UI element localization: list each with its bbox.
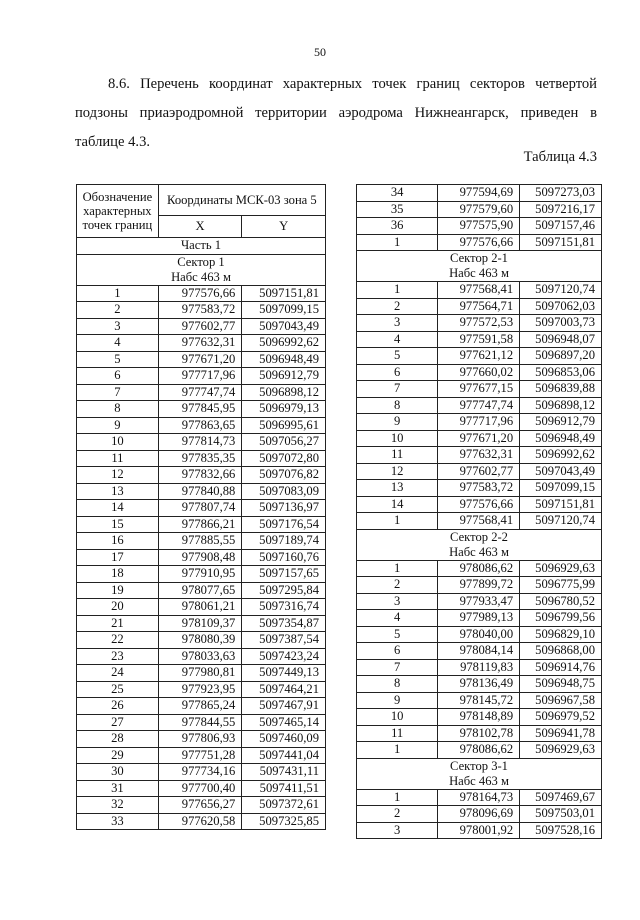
y-coordinate: 5097176,54 bbox=[242, 516, 326, 533]
table-row bbox=[357, 789, 602, 806]
x-coordinate: 977933,47 bbox=[438, 593, 520, 610]
x-coordinate: 977576,66 bbox=[438, 234, 520, 251]
table-row bbox=[77, 368, 326, 385]
point-number: 2 bbox=[357, 806, 438, 823]
table-row bbox=[77, 302, 326, 319]
x-coordinate: 978001,92 bbox=[438, 822, 520, 839]
x-coordinate: 978061,21 bbox=[158, 599, 242, 616]
x-coordinate: 978136,49 bbox=[438, 676, 520, 693]
y-coordinate: 5097003,73 bbox=[520, 315, 602, 332]
table-row bbox=[357, 298, 602, 315]
y-coordinate: 5096914,76 bbox=[520, 659, 602, 676]
y-coordinate: 5097273,03 bbox=[520, 185, 602, 202]
table-row bbox=[77, 450, 326, 467]
point-number: 4 bbox=[357, 610, 438, 627]
table-row bbox=[77, 335, 326, 352]
intro-paragraph bbox=[75, 70, 597, 157]
x-coordinate: 977620,58 bbox=[158, 813, 242, 830]
table-row bbox=[77, 813, 326, 830]
table-row bbox=[77, 533, 326, 550]
y-coordinate: 5096829,10 bbox=[520, 626, 602, 643]
y-coordinate: 5097460,09 bbox=[242, 731, 326, 748]
table-row bbox=[77, 401, 326, 418]
y-coordinate: 5097387,54 bbox=[242, 632, 326, 649]
y-coordinate: 5097157,46 bbox=[520, 218, 602, 235]
x-coordinate: 977575,90 bbox=[438, 218, 520, 235]
y-coordinate: 5097216,17 bbox=[520, 201, 602, 218]
y-coordinate: 5097160,76 bbox=[242, 549, 326, 566]
point-number: 7 bbox=[77, 384, 159, 401]
y-coordinate: 5096853,06 bbox=[520, 364, 602, 381]
point-number: 1 bbox=[357, 513, 438, 530]
y-coordinate: 5096799,56 bbox=[520, 610, 602, 627]
x-coordinate: 977564,71 bbox=[438, 298, 520, 315]
table-row bbox=[77, 698, 326, 715]
sector-row bbox=[357, 251, 602, 282]
x-coordinate: 977602,77 bbox=[438, 463, 520, 480]
table-caption: Таблица 4.3 bbox=[523, 149, 597, 165]
point-number: 14 bbox=[77, 500, 159, 517]
point-number: 22 bbox=[77, 632, 159, 649]
sector-label: Сектор 3-1 Набс 463 м bbox=[357, 758, 602, 789]
x-coordinate: 977885,55 bbox=[158, 533, 242, 550]
table-row bbox=[77, 747, 326, 764]
table-row bbox=[77, 615, 326, 632]
y-coordinate: 5096948,75 bbox=[520, 676, 602, 693]
x-coordinate: 978086,62 bbox=[438, 560, 520, 577]
table-row bbox=[357, 397, 602, 414]
table-row bbox=[357, 725, 602, 742]
y-coordinate: 5096995,61 bbox=[242, 417, 326, 434]
table-row bbox=[357, 364, 602, 381]
y-coordinate: 5097099,15 bbox=[242, 302, 326, 319]
point-number: 5 bbox=[77, 351, 159, 368]
x-coordinate: 977568,41 bbox=[438, 282, 520, 299]
x-coordinate: 977734,16 bbox=[158, 764, 242, 781]
table-row bbox=[77, 434, 326, 451]
table-row bbox=[357, 282, 602, 299]
table-row bbox=[77, 632, 326, 649]
x-coordinate: 978119,83 bbox=[438, 659, 520, 676]
table-row bbox=[357, 676, 602, 693]
point-number: 3 bbox=[77, 318, 159, 335]
table-row bbox=[357, 659, 602, 676]
y-coordinate: 5096912,79 bbox=[520, 414, 602, 431]
x-coordinate: 977840,88 bbox=[158, 483, 242, 500]
y-coordinate: 5097043,49 bbox=[242, 318, 326, 335]
x-coordinate: 977717,96 bbox=[438, 414, 520, 431]
sector-label: Сектор 2-2 Набс 463 м bbox=[357, 529, 602, 560]
x-coordinate: 977865,24 bbox=[158, 698, 242, 715]
point-number: 9 bbox=[77, 417, 159, 434]
table-row bbox=[357, 447, 602, 464]
point-number: 30 bbox=[77, 764, 159, 781]
y-coordinate: 5096897,20 bbox=[520, 348, 602, 365]
x-coordinate: 977700,40 bbox=[158, 780, 242, 797]
point-number: 4 bbox=[357, 331, 438, 348]
x-coordinate: 977579,60 bbox=[438, 201, 520, 218]
coordinates-table-right bbox=[356, 184, 602, 839]
table-row bbox=[77, 549, 326, 566]
point-number: 1 bbox=[77, 285, 159, 302]
x-coordinate: 977591,58 bbox=[438, 331, 520, 348]
y-coordinate: 5097316,74 bbox=[242, 599, 326, 616]
point-number: 34 bbox=[357, 185, 438, 202]
table-row bbox=[77, 780, 326, 797]
x-coordinate: 977814,73 bbox=[158, 434, 242, 451]
point-number: 32 bbox=[77, 797, 159, 814]
y-coordinate: 5097528,16 bbox=[520, 822, 602, 839]
x-coordinate: 978164,73 bbox=[438, 789, 520, 806]
point-number: 3 bbox=[357, 315, 438, 332]
y-coordinate: 5097431,11 bbox=[242, 764, 326, 781]
y-coordinate: 5097136,97 bbox=[242, 500, 326, 517]
point-number: 21 bbox=[77, 615, 159, 632]
y-coordinate: 5097062,03 bbox=[520, 298, 602, 315]
y-coordinate: 5097423,24 bbox=[242, 648, 326, 665]
point-number: 9 bbox=[357, 414, 438, 431]
x-coordinate: 977632,31 bbox=[438, 447, 520, 464]
point-number: 12 bbox=[77, 467, 159, 484]
table-row bbox=[77, 797, 326, 814]
point-number: 2 bbox=[357, 298, 438, 315]
point-number: 31 bbox=[77, 780, 159, 797]
point-number: 10 bbox=[357, 430, 438, 447]
y-coordinate: 5097469,67 bbox=[520, 789, 602, 806]
x-coordinate: 977677,15 bbox=[438, 381, 520, 398]
y-coordinate: 5096912,79 bbox=[242, 368, 326, 385]
x-coordinate: 977602,77 bbox=[158, 318, 242, 335]
x-coordinate: 977844,55 bbox=[158, 714, 242, 731]
x-coordinate: 977660,02 bbox=[438, 364, 520, 381]
y-coordinate: 5096780,52 bbox=[520, 593, 602, 610]
table-row bbox=[357, 315, 602, 332]
point-number: 25 bbox=[77, 681, 159, 698]
point-number: 15 bbox=[77, 516, 159, 533]
point-number: 19 bbox=[77, 582, 159, 599]
x-coordinate: 978096,69 bbox=[438, 806, 520, 823]
y-coordinate: 5097467,91 bbox=[242, 698, 326, 715]
x-coordinate: 978084,14 bbox=[438, 643, 520, 660]
point-number: 3 bbox=[357, 593, 438, 610]
table-row bbox=[77, 582, 326, 599]
y-coordinate: 5097354,87 bbox=[242, 615, 326, 632]
x-coordinate: 978077,65 bbox=[158, 582, 242, 599]
table-row bbox=[77, 681, 326, 698]
point-number: 10 bbox=[77, 434, 159, 451]
y-coordinate: 5096948,49 bbox=[242, 351, 326, 368]
table-row bbox=[357, 742, 602, 759]
point-number: 11 bbox=[357, 725, 438, 742]
x-coordinate: 977807,74 bbox=[158, 500, 242, 517]
x-coordinate: 977989,13 bbox=[438, 610, 520, 627]
y-coordinate: 5097151,81 bbox=[520, 496, 602, 513]
x-coordinate: 977899,72 bbox=[438, 577, 520, 594]
point-number: 10 bbox=[357, 709, 438, 726]
y-coordinate: 5096839,88 bbox=[520, 381, 602, 398]
y-coordinate: 5096929,63 bbox=[520, 742, 602, 759]
y-coordinate: 5097151,81 bbox=[242, 285, 326, 302]
y-coordinate: 5097120,74 bbox=[520, 282, 602, 299]
point-number: 23 bbox=[77, 648, 159, 665]
y-coordinate: 5096868,00 bbox=[520, 643, 602, 660]
x-coordinate: 978086,62 bbox=[438, 742, 520, 759]
x-coordinate: 977717,96 bbox=[158, 368, 242, 385]
table-row bbox=[357, 593, 602, 610]
point-number: 9 bbox=[357, 692, 438, 709]
x-coordinate: 977832,66 bbox=[158, 467, 242, 484]
point-number: 1 bbox=[357, 789, 438, 806]
x-coordinate: 977671,20 bbox=[438, 430, 520, 447]
table-row bbox=[77, 648, 326, 665]
x-coordinate: 977594,69 bbox=[438, 185, 520, 202]
y-coordinate: 5097120,74 bbox=[520, 513, 602, 530]
table-row bbox=[357, 577, 602, 594]
point-number: 4 bbox=[77, 335, 159, 352]
point-number: 3 bbox=[357, 822, 438, 839]
y-coordinate: 5096898,12 bbox=[520, 397, 602, 414]
table-row bbox=[357, 185, 602, 202]
table-row bbox=[77, 599, 326, 616]
table-row bbox=[357, 692, 602, 709]
x-coordinate: 978148,89 bbox=[438, 709, 520, 726]
x-coordinate: 977572,53 bbox=[438, 315, 520, 332]
point-number: 20 bbox=[77, 599, 159, 616]
sector-label: Сектор 2-1 Набс 463 м bbox=[357, 251, 602, 282]
point-number: 36 bbox=[357, 218, 438, 235]
x-coordinate: 978040,00 bbox=[438, 626, 520, 643]
header-y: Y bbox=[242, 216, 326, 238]
point-number: 27 bbox=[77, 714, 159, 731]
table-row bbox=[77, 483, 326, 500]
y-coordinate: 5097099,15 bbox=[520, 480, 602, 497]
x-coordinate: 978102,78 bbox=[438, 725, 520, 742]
x-coordinate: 977751,28 bbox=[158, 747, 242, 764]
point-number: 12 bbox=[357, 463, 438, 480]
table-row bbox=[77, 665, 326, 682]
point-number: 11 bbox=[357, 447, 438, 464]
y-coordinate: 5097295,84 bbox=[242, 582, 326, 599]
y-coordinate: 5097072,80 bbox=[242, 450, 326, 467]
x-coordinate: 977845,95 bbox=[158, 401, 242, 418]
x-coordinate: 977576,66 bbox=[158, 285, 242, 302]
x-coordinate: 977621,12 bbox=[438, 348, 520, 365]
point-number: 2 bbox=[77, 302, 159, 319]
x-coordinate: 977980,81 bbox=[158, 665, 242, 682]
point-number: 14 bbox=[357, 496, 438, 513]
point-number: 2 bbox=[357, 577, 438, 594]
y-coordinate: 5096979,52 bbox=[520, 709, 602, 726]
table-row bbox=[357, 414, 602, 431]
y-coordinate: 5096941,78 bbox=[520, 725, 602, 742]
y-coordinate: 5097076,82 bbox=[242, 467, 326, 484]
x-coordinate: 977863,65 bbox=[158, 417, 242, 434]
y-coordinate: 5096992,62 bbox=[242, 335, 326, 352]
point-number: 1 bbox=[357, 282, 438, 299]
header-x: X bbox=[158, 216, 242, 238]
x-coordinate: 977910,95 bbox=[158, 566, 242, 583]
y-coordinate: 5097157,65 bbox=[242, 566, 326, 583]
point-number: 6 bbox=[357, 364, 438, 381]
table-row bbox=[357, 560, 602, 577]
table-row bbox=[357, 348, 602, 365]
x-coordinate: 977923,95 bbox=[158, 681, 242, 698]
header-coordinates: Координаты МСК-03 зона 5 bbox=[158, 185, 325, 216]
point-number: 35 bbox=[357, 201, 438, 218]
table-row bbox=[357, 463, 602, 480]
table-row bbox=[357, 822, 602, 839]
table-row bbox=[357, 201, 602, 218]
point-number: 16 bbox=[77, 533, 159, 550]
table-row bbox=[357, 806, 602, 823]
coordinates-table-left bbox=[76, 184, 326, 830]
point-number: 1 bbox=[357, 234, 438, 251]
x-coordinate: 977583,72 bbox=[438, 480, 520, 497]
sector-label: Сектор 1 Набс 463 м bbox=[77, 254, 326, 285]
point-number: 5 bbox=[357, 348, 438, 365]
x-coordinate: 977866,21 bbox=[158, 516, 242, 533]
y-coordinate: 5097083,09 bbox=[242, 483, 326, 500]
x-coordinate: 977806,93 bbox=[158, 731, 242, 748]
table-row bbox=[357, 480, 602, 497]
table-row bbox=[77, 384, 326, 401]
point-number: 8 bbox=[357, 397, 438, 414]
y-coordinate: 5096992,62 bbox=[520, 447, 602, 464]
x-coordinate: 977747,74 bbox=[158, 384, 242, 401]
x-coordinate: 977671,20 bbox=[158, 351, 242, 368]
table-row bbox=[357, 513, 602, 530]
table-row bbox=[77, 566, 326, 583]
table-row bbox=[357, 430, 602, 447]
x-coordinate: 977632,31 bbox=[158, 335, 242, 352]
point-number: 29 bbox=[77, 747, 159, 764]
x-coordinate: 978109,37 bbox=[158, 615, 242, 632]
x-coordinate: 977583,72 bbox=[158, 302, 242, 319]
x-coordinate: 977576,66 bbox=[438, 496, 520, 513]
point-number: 33 bbox=[77, 813, 159, 830]
table-row bbox=[357, 218, 602, 235]
y-coordinate: 5097056,27 bbox=[242, 434, 326, 451]
point-number: 13 bbox=[77, 483, 159, 500]
y-coordinate: 5097411,51 bbox=[242, 780, 326, 797]
y-coordinate: 5097464,21 bbox=[242, 681, 326, 698]
table-row bbox=[77, 318, 326, 335]
x-coordinate: 977656,27 bbox=[158, 797, 242, 814]
point-number: 7 bbox=[357, 659, 438, 676]
x-coordinate: 978080,39 bbox=[158, 632, 242, 649]
point-number: 6 bbox=[77, 368, 159, 385]
y-coordinate: 5096775,99 bbox=[520, 577, 602, 594]
table-row bbox=[77, 500, 326, 517]
y-coordinate: 5097465,14 bbox=[242, 714, 326, 731]
y-coordinate: 5096948,07 bbox=[520, 331, 602, 348]
y-coordinate: 5097043,49 bbox=[520, 463, 602, 480]
table-row bbox=[77, 351, 326, 368]
table-row bbox=[357, 381, 602, 398]
x-coordinate: 977568,41 bbox=[438, 513, 520, 530]
page-number: 50 bbox=[314, 45, 326, 59]
table-row bbox=[357, 709, 602, 726]
part-label: Часть 1 bbox=[77, 238, 326, 255]
y-coordinate: 5096979,13 bbox=[242, 401, 326, 418]
table-row bbox=[77, 764, 326, 781]
point-number: 8 bbox=[357, 676, 438, 693]
table-row bbox=[77, 285, 326, 302]
y-coordinate: 5097325,85 bbox=[242, 813, 326, 830]
x-coordinate: 977835,35 bbox=[158, 450, 242, 467]
y-coordinate: 5096967,58 bbox=[520, 692, 602, 709]
x-coordinate: 977908,48 bbox=[158, 549, 242, 566]
table-row bbox=[357, 643, 602, 660]
y-coordinate: 5096929,63 bbox=[520, 560, 602, 577]
table-row bbox=[357, 610, 602, 627]
table-row bbox=[357, 626, 602, 643]
point-number: 13 bbox=[357, 480, 438, 497]
table-row bbox=[77, 516, 326, 533]
y-coordinate: 5097441,04 bbox=[242, 747, 326, 764]
table-row bbox=[77, 731, 326, 748]
sector-row bbox=[357, 529, 602, 560]
sector-row bbox=[357, 758, 602, 789]
y-coordinate: 5097372,61 bbox=[242, 797, 326, 814]
table-row bbox=[77, 417, 326, 434]
table-row bbox=[77, 467, 326, 484]
point-number: 6 bbox=[357, 643, 438, 660]
point-number: 7 bbox=[357, 381, 438, 398]
point-number: 28 bbox=[77, 731, 159, 748]
y-coordinate: 5097449,13 bbox=[242, 665, 326, 682]
point-number: 11 bbox=[77, 450, 159, 467]
x-coordinate: 977747,74 bbox=[438, 397, 520, 414]
y-coordinate: 5096898,12 bbox=[242, 384, 326, 401]
header-point-designation: Обозначение характерных точек границ bbox=[77, 185, 159, 238]
table-row bbox=[77, 714, 326, 731]
point-number: 24 bbox=[77, 665, 159, 682]
point-number: 17 bbox=[77, 549, 159, 566]
x-coordinate: 978033,63 bbox=[158, 648, 242, 665]
table-row bbox=[357, 331, 602, 348]
y-coordinate: 5097189,74 bbox=[242, 533, 326, 550]
point-number: 1 bbox=[357, 742, 438, 759]
intro-text: 8.6. Перечень координат характерных точек границ секторов четвертой подзоны приаэродромной территории аэродрома Нижнеангарск, приведен в таблице 4.3. bbox=[75, 76, 597, 150]
point-number: 8 bbox=[77, 401, 159, 418]
point-number: 18 bbox=[77, 566, 159, 583]
table-row bbox=[357, 234, 602, 251]
point-number: 1 bbox=[357, 560, 438, 577]
x-coordinate: 978145,72 bbox=[438, 692, 520, 709]
point-number: 26 bbox=[77, 698, 159, 715]
y-coordinate: 5096948,49 bbox=[520, 430, 602, 447]
point-number: 5 bbox=[357, 626, 438, 643]
y-coordinate: 5097503,01 bbox=[520, 806, 602, 823]
table-row bbox=[357, 496, 602, 513]
y-coordinate: 5097151,81 bbox=[520, 234, 602, 251]
